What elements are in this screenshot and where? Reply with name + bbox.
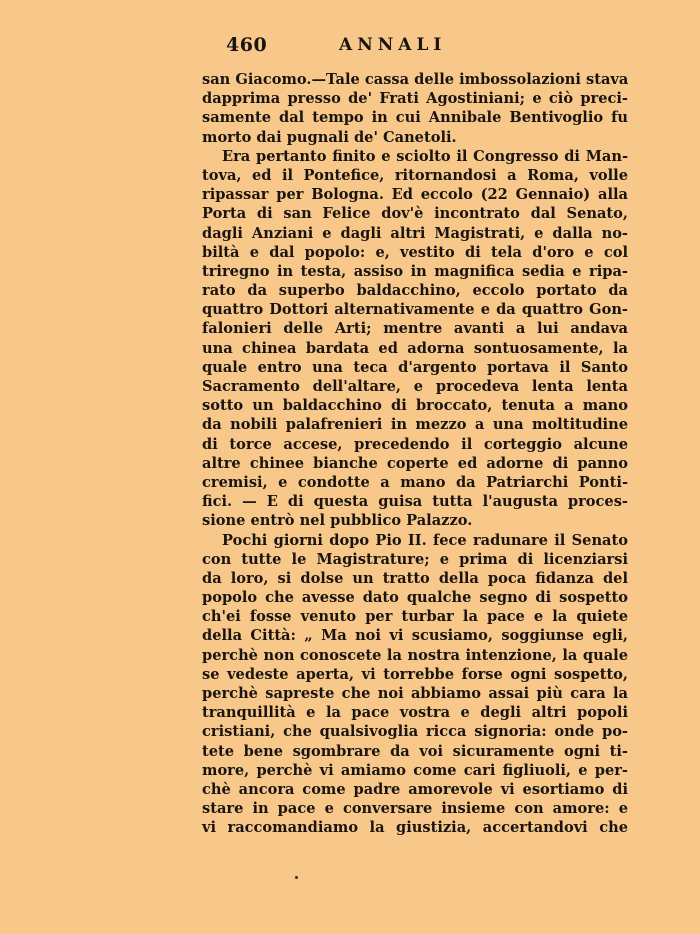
text-line: cristiani, che qualsivoglia ricca signoria: onde po- [202,723,628,741]
text-line: quattro Dottori alternativamente e da quattro Gon- [202,301,628,319]
text-line: ripassar per Bologna. Ed eccolo (22 Gennaio) alla [202,186,628,204]
text-line: more, perchè vi amiamo come cari figliuoli, e per- [202,761,628,779]
body-text [202,70,628,838]
text-line: una chinea bardata ed adorna sontuosamente, la [202,339,628,357]
text-line: di torce accese, precedendo il corteggio alcune [202,435,628,453]
text-line: Era pertanto finito e sciolto il Congresso di Man- [222,147,628,165]
text-line: biltà e dal popolo: e, vestito di tela d'oro e col [202,243,628,261]
text-line: perchè sapreste che noi abbiamo assai più cara la [202,685,628,702]
text-line: ch'ei fosse venuto per turbar la pace e la quiete [202,608,628,626]
paper-speck [295,876,298,879]
text-line: da nobili palafrenieri in mezzo a una moltitudine [202,416,628,434]
text-line: se vedeste aperta, vi torrebbe forse ogni sospetto, [202,665,628,683]
text-line: popolo che avesse dato qualche segno di sospetto [202,589,628,607]
text-line: fici. — E di questa guisa tutta l'augusta proces- [202,493,628,511]
page-header [226,34,478,60]
text-line: Porta di san Felice dov'è incontrato dal Senato, [202,205,628,223]
text-line: quale entro una teca d'argento portava il Santo [202,358,628,376]
text-line: sione entrò nel pubblico Palazzo. [202,512,473,530]
text-line: Sacramento dell'altare, e procedeva lenta lenta [202,378,628,395]
text-line: rato da superbo baldacchino, eccolo portato da [202,282,628,300]
text-line: sotto un baldacchino di broccato, tenuta a mano [202,397,628,415]
text-line: da loro, si dolse un tratto della poca fidanza del [202,569,628,587]
text-line: stare in pace e conversare insieme con amore: e [202,800,628,818]
running-title: ANNALI [339,35,447,55]
paragraph [202,70,628,147]
text-line: con tutte le Magistrature; e prima di licenziarsi [202,550,628,568]
text-line: altre chinee bianche coperte ed adorne di panno [202,454,628,472]
text-line: della Città: „ Ma noi vi scusiamo, soggiunse egli, [202,627,628,645]
text-line: triregno in testa, assiso in magnifica sedia e ripa- [202,262,628,280]
text-line: vi raccomandiamo la giustizia, accertandovi che [202,819,628,837]
text-line: morto dai pugnali de' Canetoli. [202,128,457,146]
paragraph [202,147,628,531]
text-line: cremisi, e condotte a mano da Patriarchi Ponti- [202,473,628,491]
text-line: Pochi giorni dopo Pio II. fece radunare il Senato [222,531,628,549]
text-line: dagli Anziani e dagli altri Magistrati, e dalla no- [202,224,628,242]
text-line: falonieri delle Arti; mentre avanti a lui andava [202,320,628,338]
paragraph [202,531,628,838]
text-line: chè ancora come padre amorevole vi esortiamo di [202,780,628,798]
text-line: samente dal tempo in cui Annibale Bentivoglio fu [202,109,628,127]
text-line: tova, ed il Pontefice, ritornandosi a Roma, volle [202,166,628,184]
text-line: dapprima presso de' Frati Agostiniani; e ciò preci- [202,90,628,108]
text-line: perchè non conoscete la nostra intenzione, la quale [202,646,628,664]
text-line: tranquillità e la pace vostra e degli altri popoli [202,704,628,722]
text-line: san Giacomo.—Tale cassa delle imbossolazioni stava [202,71,629,88]
text-line: tete bene sgombrare da voi sicuramente ogni ti- [202,742,628,760]
page-number: 460 [226,34,268,56]
